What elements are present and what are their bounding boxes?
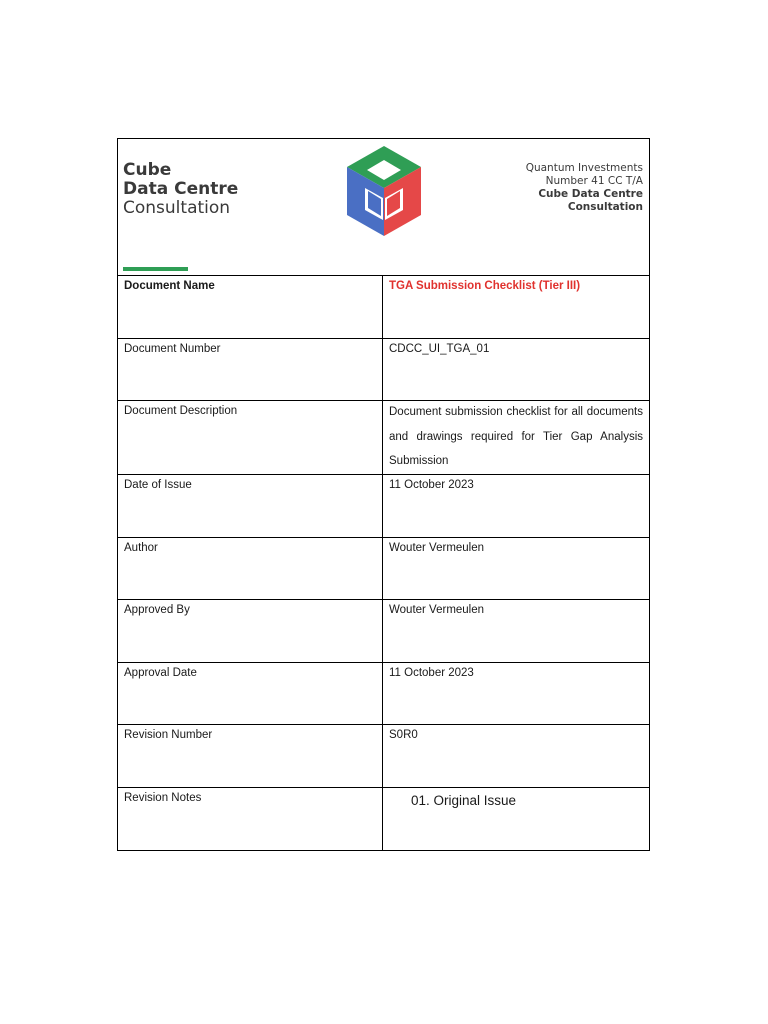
row-value: 11 October 2023 [389, 667, 474, 679]
green-accent-bar [123, 267, 188, 271]
row-value: Wouter Vermeulen [389, 542, 485, 554]
table-row-document-description [118, 401, 649, 475]
company-line-1: Quantum Investments [525, 162, 643, 174]
row-value: S0R0 [389, 729, 418, 741]
row-label: Date of Issue [118, 475, 383, 537]
table-row-revision-notes [118, 788, 649, 850]
document-header [118, 139, 649, 276]
document-control-table [117, 138, 650, 851]
row-value: 01. Original Issue [411, 793, 517, 808]
row-label: Approved By [118, 600, 383, 662]
row-label: Document Description [118, 401, 383, 474]
row-label: Author [118, 538, 383, 599]
brand-line-2: Data Centre [123, 179, 239, 199]
row-value: Wouter Vermeulen [389, 604, 485, 616]
row-value: TGA Submission Checklist (Tier III) [389, 280, 581, 292]
table-row-approval-date [118, 663, 649, 725]
table-row-document-number [118, 339, 649, 401]
row-label: Revision Number [118, 725, 383, 787]
company-logo-text [123, 161, 238, 218]
company-line-4: Consultation [567, 201, 643, 213]
row-value: Document submission checklist for all documents and drawings required for Tier Gap Analysis Submission [389, 406, 643, 467]
company-details [526, 162, 643, 214]
row-label: Approval Date [118, 663, 383, 724]
row-label: Document Name [118, 276, 383, 338]
cube-logo-icon [343, 144, 425, 238]
table-row-revision-number [118, 725, 649, 788]
brand-line-3: Consultation [123, 198, 231, 218]
company-line-2: Number 41 CC T/A [545, 175, 643, 187]
row-label: Document Number [118, 339, 383, 400]
table-row-author [118, 538, 649, 600]
table-row-date-of-issue [118, 475, 649, 538]
row-value: 11 October 2023 [389, 479, 474, 491]
row-value: CDCC_UI_TGA_01 [389, 343, 490, 355]
row-label: Revision Notes [118, 788, 383, 850]
company-line-3: Cube Data Centre [538, 188, 643, 200]
table-row-approved-by [118, 600, 649, 663]
table-row-document-name [118, 276, 649, 339]
brand-line-1: Cube [123, 160, 172, 180]
